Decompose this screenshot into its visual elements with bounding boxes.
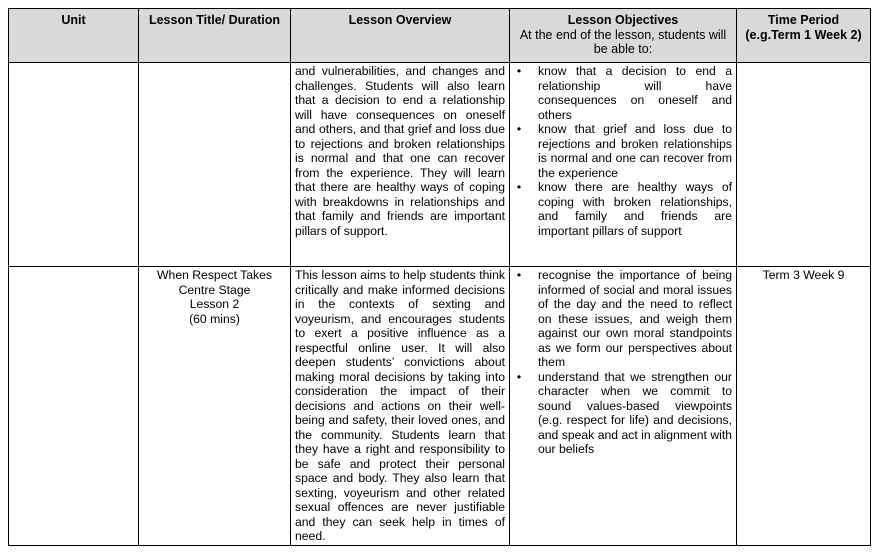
bullet-icon: • [516, 122, 522, 136]
header-lesson-overview: Lesson Overview [291, 9, 510, 63]
objective-text: know there are healthy ways of coping with broken relationships, and family and friends are important pillars of support [538, 180, 732, 238]
table-header-row [9, 9, 871, 63]
header-period-example: (e.g.Term 1 Week 2) [745, 27, 862, 42]
objective-text: know that a decision to end a relationship will have consequences on oneself and others [538, 64, 732, 122]
header-lesson-objectives [510, 9, 737, 63]
objective-text: understand that we strengthen our character when we commit to sound values-based viewpoints (e.g. respect for life) and decisions, and speak and act in alignment with our beliefs [538, 369, 732, 456]
cell-unit [9, 267, 139, 546]
lesson-number: Lesson 2 [189, 297, 240, 311]
objective-text: know that grief and loss due to rejections and broken relationships is normal and one can recover from the experience [538, 122, 732, 180]
lesson-plan-table [8, 8, 871, 546]
cell-lesson-objectives [510, 267, 737, 546]
list-item [514, 122, 732, 180]
cell-lesson-overview: This lesson aims to help students think critically and make informed decisions in the contexts of sexting and voyeurism, and encourages students to exert a positive influence as a respectful online user. It will also deepen students’ convictions about making moral decisions by taking into consideration the impact of their decisions and actions on their well-being and safety, their loved ones, and the community. Students learn that they have a right and responsibility to be safe and protect their personal space and body. They also learn that sexting, voyeurism and other related sexual offences are never justifiable and they can seek help in times of need. [291, 267, 510, 546]
list-item [514, 268, 732, 370]
bullet-icon: • [516, 268, 522, 282]
list-item [514, 370, 732, 457]
list-item [514, 180, 732, 238]
header-objectives-subtitle: At the end of the lesson, students will be able to: [519, 27, 727, 56]
list-item [514, 64, 732, 122]
objectives-list [514, 268, 732, 457]
lesson-duration: (60 mins) [189, 311, 240, 326]
header-unit: Unit [9, 9, 139, 63]
table-row [9, 63, 871, 267]
bullet-icon: • [516, 64, 522, 78]
cell-lesson-title [139, 63, 291, 267]
header-time-period [737, 9, 871, 63]
header-period-label: Time Period [767, 13, 840, 27]
table-row [9, 267, 871, 546]
cell-time-period: Term 3 Week 9 [737, 267, 871, 546]
cell-lesson-objectives [510, 63, 737, 267]
header-lesson-title: Lesson Title/ Duration [139, 9, 291, 63]
objectives-list [514, 64, 732, 238]
bullet-icon: • [516, 180, 522, 194]
cell-time-period [737, 63, 871, 267]
cell-unit [9, 63, 139, 267]
cell-lesson-overview: and vulnerabilities, and changes and challenges. Students will also learn that a decision to end a relationship will have consequences on oneself and others, and that grief and loss due to rejections and broken relationships is normal and that one can recover from the experience. They will learn that there are healthy ways of coping with breakdowns in relationships and that family and friends are important pillars of support. [291, 63, 510, 267]
lesson-title-line: Centre Stage [178, 282, 251, 297]
bullet-icon: • [516, 369, 522, 384]
objective-text: recognise the importance of being informed of social and moral issues of the day and the need to reflect on these issues, and weigh them against our own moral standpoints as we form our perspectives about them [538, 268, 732, 369]
header-objectives-label: Lesson Objectives [567, 13, 679, 27]
cell-lesson-title [139, 267, 291, 546]
lesson-title-line: When Respect Takes [157, 268, 272, 282]
